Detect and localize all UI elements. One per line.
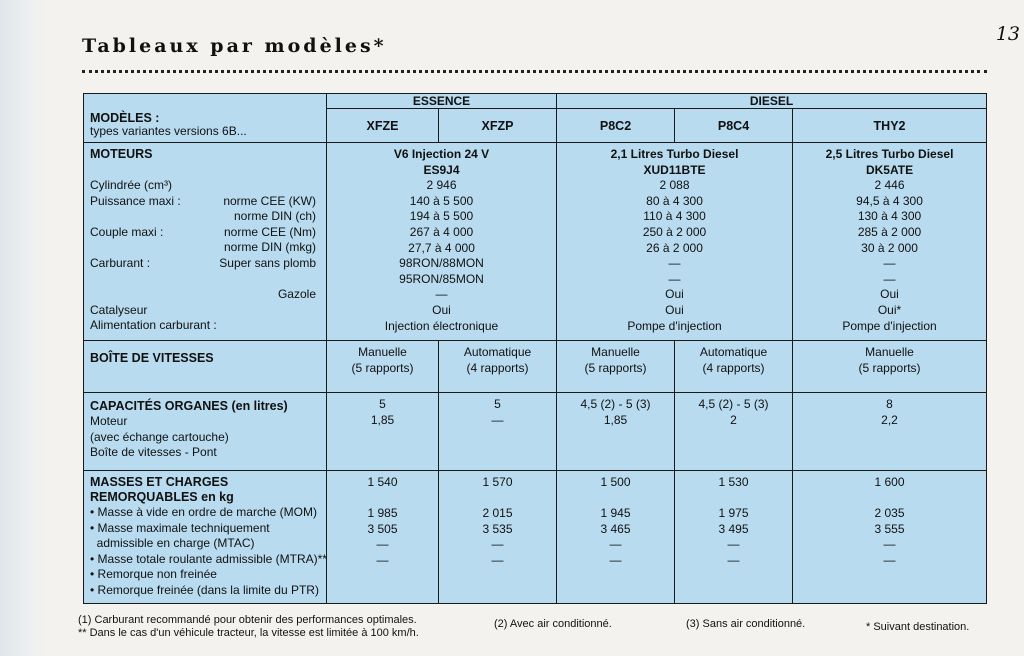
moteur-value: Oui xyxy=(665,302,684,317)
page-title: Tableaux par modèles* xyxy=(82,35,387,57)
boite-label xyxy=(84,341,327,393)
moteur-value: 26 à 2 000 xyxy=(646,240,703,255)
masses-cell-line xyxy=(327,491,438,507)
moteur-xud xyxy=(557,143,793,341)
moteurs-label-left: Carburant : xyxy=(90,255,151,270)
moteurs-label-row xyxy=(90,318,320,334)
boite-cell-line: Automatique xyxy=(699,345,768,359)
moteur-value: 2 946 xyxy=(426,178,457,193)
masses-cell xyxy=(675,471,793,604)
moteur-value: 250 à 2 000 xyxy=(642,224,707,239)
capacites-cell-line: 4,5 (2) - 5 (3) xyxy=(580,397,651,411)
masses-cell-line: — xyxy=(609,552,622,567)
model-p8c2: P8C2 xyxy=(557,109,675,143)
capacites-cell-line: 2 xyxy=(730,412,737,427)
masses-cell-line xyxy=(793,491,986,507)
moteurs-label-row xyxy=(90,209,320,225)
masses-cell-line: — xyxy=(376,552,389,567)
moteur-dk5-code: DK5ATE xyxy=(865,162,914,177)
capacites-cell-line: 4,5 (2) - 5 (3) xyxy=(698,397,769,411)
masses-cell-line: 3 505 xyxy=(367,521,398,536)
masses-label-row: • Remorque freinée (dans la limite du PTR) xyxy=(90,582,319,597)
essence-header: ESSENCE xyxy=(327,94,557,109)
boite-cell xyxy=(793,341,987,393)
boite-cell-line: (5 rapports) xyxy=(584,360,647,375)
masses-cell-line: 1 570 xyxy=(482,475,513,489)
masses-cell-line: 1 600 xyxy=(874,475,905,489)
moteur-value: 98RON/88MON xyxy=(399,256,484,271)
moteurs-label-right: norme DIN (mkg) xyxy=(223,240,316,255)
moteur-xud-values xyxy=(557,178,792,334)
masses-cell-line: 3 465 xyxy=(600,521,631,536)
moteurs-title: MOTEURS xyxy=(90,147,153,161)
masses-cell-line: 3 495 xyxy=(718,521,749,536)
boite-cell xyxy=(439,341,557,393)
page-number: 13 xyxy=(995,23,1020,45)
capacites-cell xyxy=(793,393,987,471)
moteur-essence-name: V6 Injection 24 V xyxy=(393,147,490,161)
masses-cell-line: — xyxy=(727,537,740,552)
capacites-cell-line: 2,2 xyxy=(881,412,898,427)
moteur-value: 95RON/85MON xyxy=(399,271,484,286)
moteurs-label-row xyxy=(90,225,320,241)
capacites-cell xyxy=(327,393,439,471)
capacites-cell-line: 1,85 xyxy=(603,412,628,427)
moteur-value: Oui xyxy=(432,302,451,317)
masses-title-1: MASSES ET CHARGES xyxy=(90,475,229,489)
moteur-value: — xyxy=(883,271,896,286)
moteur-value: — xyxy=(668,256,681,271)
masses-cell-line: 1 540 xyxy=(367,475,398,489)
model-p8c4: P8C4 xyxy=(675,109,793,143)
masses-cell xyxy=(557,471,675,604)
boite-cell-line: (5 rapports) xyxy=(858,360,921,375)
moteur-value: 140 à 5 500 xyxy=(409,193,474,208)
masses-cell-line: — xyxy=(491,537,504,552)
moteur-value: Pompe d'injection xyxy=(842,318,937,333)
specs-table-wrap xyxy=(83,93,986,604)
masses-cell-line: 1 530 xyxy=(718,475,749,489)
capacites-label xyxy=(84,393,327,471)
specs-table xyxy=(83,93,987,604)
boite-cell-line: Automatique xyxy=(463,345,532,359)
page-binding xyxy=(0,0,52,656)
masses-label-list xyxy=(90,505,327,599)
masses-cell-line: — xyxy=(883,537,896,552)
moteurs-label-row xyxy=(90,256,320,272)
masses-cell-line: 1 500 xyxy=(600,475,631,489)
model-xfzp: XFZP xyxy=(439,109,557,143)
footnote-2: (2) Avec air conditionné. xyxy=(494,618,612,630)
moteurs-label-row xyxy=(90,240,320,256)
moteurs-label-row xyxy=(90,287,320,303)
capacites-label-row: Boîte de vitesses - Pont xyxy=(90,445,217,460)
moteur-value: Injection électronique xyxy=(384,318,499,333)
masses-cell-line: — xyxy=(883,552,896,567)
moteur-xud-code: XUD11BTE xyxy=(643,162,706,177)
moteurs-label-left: Couple maxi : xyxy=(90,224,164,239)
footnote-4: * Suivant destination. xyxy=(866,621,970,633)
boite-cell xyxy=(675,341,793,393)
moteurs-label-right: Gazole xyxy=(277,287,316,302)
diesel-header: DIESEL xyxy=(557,94,987,109)
moteur-value: Oui xyxy=(880,287,899,302)
moteur-value: Oui xyxy=(665,287,684,302)
capacites-cell-line: 5 xyxy=(494,397,501,411)
masses-cell-line: 3 555 xyxy=(874,521,905,536)
masses-label xyxy=(84,471,327,604)
model-thy2: THY2 xyxy=(793,109,987,143)
masses-cell-line: 1 985 xyxy=(367,506,398,521)
moteurs-label-right: norme CEE (Nm) xyxy=(223,224,316,239)
moteur-xud-name: 2,1 Litres Turbo Diesel xyxy=(610,147,739,161)
moteurs-label-row xyxy=(90,272,320,288)
moteur-essence xyxy=(327,143,557,341)
moteur-value: — xyxy=(435,287,448,302)
moteurs-label-list xyxy=(90,178,320,334)
masses-cell-line: 1 945 xyxy=(600,506,631,521)
moteurs-label-row xyxy=(90,303,320,319)
moteur-value: 130 à 4 300 xyxy=(857,209,922,224)
capacites-label-list xyxy=(90,414,320,461)
moteurs-label-left: Puissance maxi : xyxy=(90,193,181,208)
moteur-value: Pompe d'injection xyxy=(627,318,722,333)
masses-cell-line: — xyxy=(376,537,389,552)
moteurs-label-right: norme DIN (ch) xyxy=(233,209,316,224)
masses-label-row: • Masse à vide en ordre de marche (MOM) xyxy=(90,505,317,519)
footnote-3: (3) Sans air conditionné. xyxy=(686,618,806,630)
masses-cell-line: — xyxy=(491,552,504,567)
boite-cell-line: Manuelle xyxy=(591,345,640,359)
masses-cell-line: — xyxy=(727,552,740,567)
moteur-value: 94,5 à 4 300 xyxy=(856,193,923,208)
masses-label-row: admissible en charge (MTAC) xyxy=(90,536,255,551)
capacites-cell-line: 8 xyxy=(886,397,893,411)
moteurs-label-left: Catalyseur xyxy=(90,302,148,317)
moteur-value: 110 à 4 300 xyxy=(643,209,706,224)
moteur-essence-values xyxy=(327,178,556,334)
moteur-value: — xyxy=(883,256,896,271)
moteur-value: Oui* xyxy=(877,302,902,317)
moteur-value: 2 446 xyxy=(874,178,905,193)
models-label-cell xyxy=(84,94,327,143)
masses-label-row: • Remorque non freinée xyxy=(90,567,217,582)
models-sublabel: types variantes versions 6B... xyxy=(90,124,247,138)
moteur-value: 194 à 5 500 xyxy=(409,209,474,224)
moteurs-label-row xyxy=(90,178,320,194)
capacites-title: CAPACITÉS ORGANES (en litres) xyxy=(90,399,288,413)
moteur-value: 2 088 xyxy=(659,178,690,193)
masses-label-row: • Masse maximale techniquement xyxy=(90,520,270,535)
masses-title-2: REMORQUABLES en kg xyxy=(90,490,234,504)
moteurs-label-row xyxy=(90,194,320,210)
boite-cell xyxy=(557,341,675,393)
moteur-value: 267 à 4 000 xyxy=(409,224,474,239)
title-divider xyxy=(82,70,987,73)
masses-cell-line: 2 015 xyxy=(482,506,513,521)
moteurs-label-left: Cylindrée (cm³) xyxy=(90,178,173,192)
moteur-value: 285 à 2 000 xyxy=(857,224,922,239)
capacites-cell-line: 5 xyxy=(379,397,386,411)
masses-cell-line: 1 975 xyxy=(718,506,749,521)
moteurs-labels xyxy=(84,143,327,341)
boite-cell-line: (4 rapports) xyxy=(702,360,765,375)
masses-cell-line: 3 535 xyxy=(482,521,513,536)
masses-cell-line xyxy=(439,491,556,507)
masses-label-row: • Masse totale roulante admissible (MTRA)** xyxy=(90,551,327,566)
moteur-value: 80 à 4 300 xyxy=(646,193,703,208)
moteur-essence-code: ES9J4 xyxy=(423,162,460,177)
masses-cell-line: — xyxy=(609,537,622,552)
boite-cell-line: (5 rapports) xyxy=(351,360,414,375)
moteur-dk5-values xyxy=(793,178,986,334)
capacites-label-row: Moteur xyxy=(90,414,128,428)
moteur-value: — xyxy=(668,271,681,286)
moteur-dk5-name: 2,5 Litres Turbo Diesel xyxy=(825,147,954,161)
moteurs-label-left: Alimentation carburant : xyxy=(90,318,217,333)
capacites-cell-line: 1,85 xyxy=(370,412,395,427)
moteur-dk5 xyxy=(793,143,987,341)
moteur-value: 27,7 à 4 000 xyxy=(408,240,475,255)
masses-cell xyxy=(793,471,987,604)
footnote-5: ** Dans le cas d'un véhicule tracteur, la vitesse est limitée à 100 km/h. xyxy=(78,627,419,639)
masses-cell xyxy=(439,471,557,604)
model-xfze: XFZE xyxy=(327,109,439,143)
boite-cell-line: Manuelle xyxy=(865,345,914,359)
capacites-cell-line: — xyxy=(491,412,504,427)
capacites-cell xyxy=(439,393,557,471)
boite-cell xyxy=(327,341,439,393)
masses-cell-line: 2 035 xyxy=(874,506,905,521)
moteurs-label-right: norme CEE (KW) xyxy=(223,193,316,208)
capacites-cell xyxy=(557,393,675,471)
masses-cell-line xyxy=(557,491,674,507)
footnote-1: (1) Carburant recommandé pour obtenir des performances optimales. xyxy=(78,614,417,626)
capacites-cell xyxy=(675,393,793,471)
boite-cell-line: (4 rapports) xyxy=(466,360,529,375)
moteur-value: 30 à 2 000 xyxy=(861,240,918,255)
masses-cell-line xyxy=(675,491,792,507)
boite-cell-line: Manuelle xyxy=(358,345,407,359)
moteurs-label-right: Super sans plomb xyxy=(219,255,316,270)
models-label: MODÈLES : xyxy=(90,111,160,125)
masses-cell xyxy=(327,471,439,604)
boite-title: BOÎTE DE VITESSES xyxy=(90,351,214,365)
capacites-label-row: (avec échange cartouche) xyxy=(90,429,229,444)
